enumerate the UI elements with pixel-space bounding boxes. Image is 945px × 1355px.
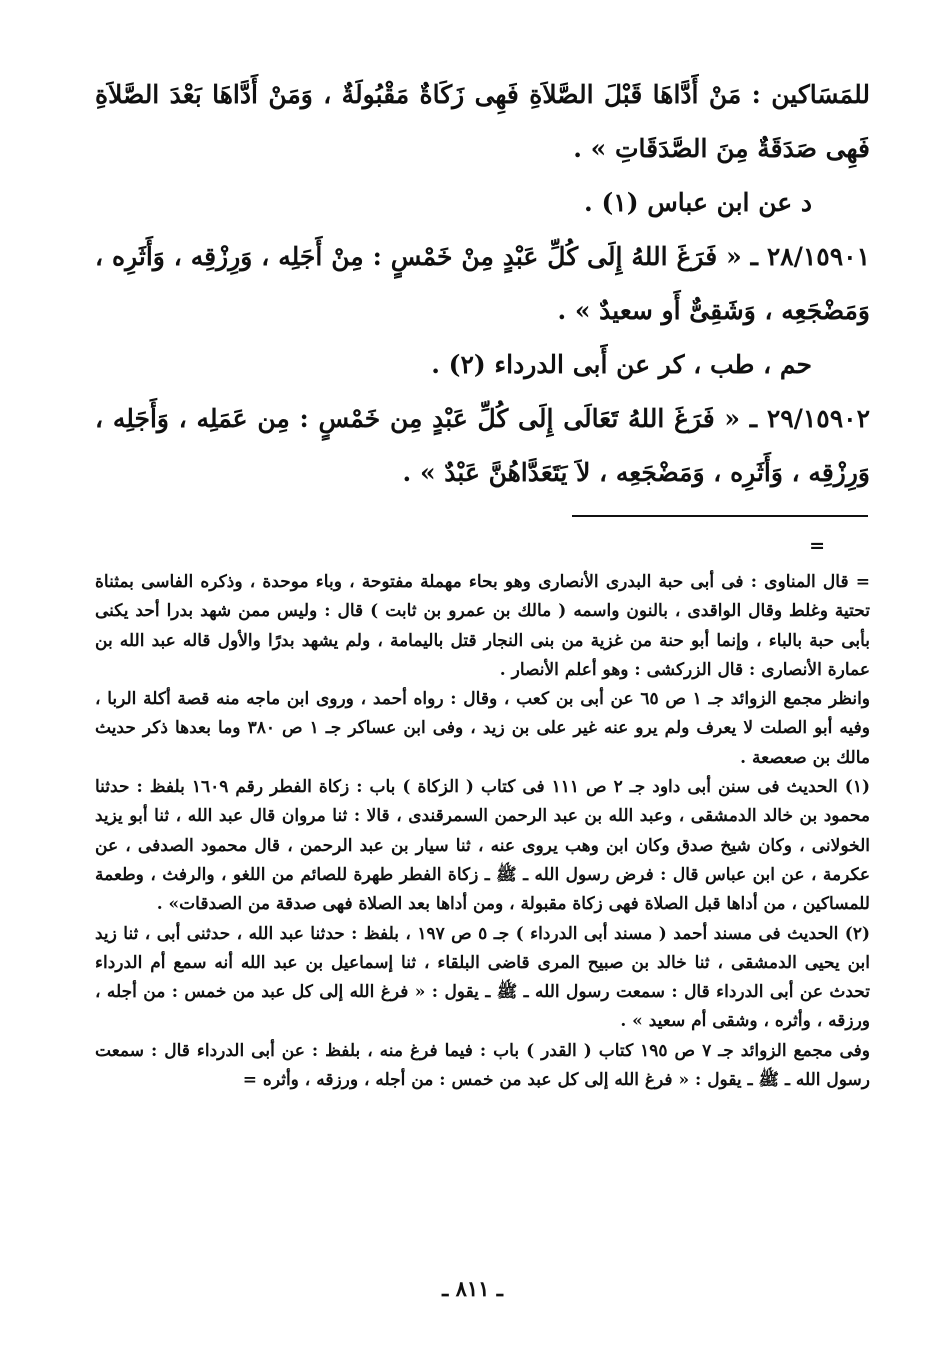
hadith-source-line: د عن ابن عباس (١) .	[584, 188, 812, 217]
hadith-29-paragraph: ٢٩/١٥٩٠٢ ـ « فَرَغَ اللهُ تَعَالَى إِلَى كُلِّ عَبْدٍ مِن خَمْسٍ : مِن عَمَلِه ، وَأَجَلِه ، وَرِزْقِه ، وَأَثَرِه ، وَمَضْجَعِه ، لاَ يَتَعَدَّاهُنَّ عَبْدٌ » .	[95, 404, 870, 487]
continuation-mark: =	[809, 535, 825, 557]
main-text-block	[95, 68, 870, 500]
footnotes-block	[95, 568, 870, 1095]
footnote-continued-reference: وانظر مجمع الزوائد جـ ١ ص ٦٥ عن أبى بن كعب ، وقال : رواه أحمد ، وروى ابن ماجه منه قصة أكلة الربا ، وفيه أبو الصلت لا يعرف ولم يرو عنه غير على بن زيد ، وفى ابن عساكر جـ ١ ص ٣٨٠ وما بعدها ذكر حديث مالك بن صعصعة .	[95, 689, 870, 768]
hadith-source-line: حم ، طب ، كر عن أَبى الدرداء (٢) .	[431, 350, 812, 379]
footnote-separator-rule	[572, 515, 868, 517]
footnote-2-reference: وفى مجمع الزوائد جـ ٧ ص ١٩٥ كتاب ( القدر ) باب : فيما فرغ منه ، بلفظ : عن أبى الدرداء قال : سمعت رسول الله ـ ﷺ ـ يقول : « فرغ الله إلى كل عبد من خمس : من أجله ، ورزقه ، وأثره =	[95, 1040, 871, 1091]
hadith-continuation-paragraph: للمَسَاكين : مَنْ أَدَّاهَا قَبْلَ الصَّلاَةِ فَهِى زَكَاةٌ مَقْبُولَةٌ ، وَمَنْ أَدَّاهَا بَعْدَ الصَّلاَةِ فَهِى صَدَقَةٌ مِنَ الصَّدَقَاتِ » .	[95, 80, 870, 163]
page-number: ـ ٨١١ ـ	[442, 1276, 503, 1301]
hadith-28-paragraph: ٢٨/١٥٩٠١ ـ « فَرَغَ اللهُ إِلَى كُلِّ عَبْدٍ مِنْ خَمْسٍ : مِنْ أَجَلِه ، وَرِزْقِه ، وَأَثَرِه ، وَمَضْجَعِه ، وَشَقِىٌّ أَو سعيدٌ » .	[95, 242, 870, 325]
footnote-2: (٢) الحديث فى مسند أحمد ( مسند أبى الدرداء ) جـ ٥ ص ١٩٧ ، بلفظ : حدثنا عبد الله ، حدثنى أبى ، ثنا زيد ابن يحيى الدمشقى ، ثنا خالد بن صبيح المرى قاضى البلقاء ، ثنا إسماعيل بن عبد الله أنه سمع أم الدرداء تحدث عن أبى الدرداء قال : سمعت رسول الله ـ ﷺ ـ يقول : « فرغ الله إلى كل عبد من خمس : من أجله ، ورزقه ، وأثره ، وشقى أم سعيد » .	[95, 923, 870, 1032]
footnote-continued: = قال المناوى : فى أبى حبة البدرى الأنصارى وهو بحاء مهملة مفتوحة ، وباء موحدة ، وذكره الفاسى بمثناة تحتية وغلط وقال الواقدى ، بالنون واسمه ( مالك بن عمرو بن ثابت ) قال : وليس ممن شهد بدرا أحد يكنى بأبى حبة بالباء ، وإنما أبو حنة من غزية من بنى النجار قتل باليمامة ، ولم يشهد بدرًا والأول قاله عبد الله بن عمارة الأنصارى : قال الزركشى : وهو أعلم الأنصار .	[95, 572, 871, 680]
footnote-1: (١) الحديث فى سنن أبى داود جـ ٢ ص ١١١ فى كتاب ( الزكاة ) باب : زكاة الفطر رقم ١٦٠٩ بلفظ : حدثنا محمود بن خالد الدمشقى ، وعبد الله بن عبد الرحمن السمرقندى ، قالا : ثنا مروان قال عبد الله ، ثنا أبو يزيد الخولانى ، وكان شيخ صدق وكان ابن وهب يروى عنه ، ثنا سيار بن عبد الرحمن ، قال محمود الصدفى ، عن عكرمة ، عن ابن عباس قال : فرض رسول الله ـ ﷺ ـ زكاة الفطر طهرة للصائم من اللغو ، والرفث ، وطعمة للمساكين ، من أداها قبل الصلاة فهى زكاة مقبولة ، ومن أداها بعد الصلاة فهى صدقة من الصدقات» .	[95, 777, 870, 915]
